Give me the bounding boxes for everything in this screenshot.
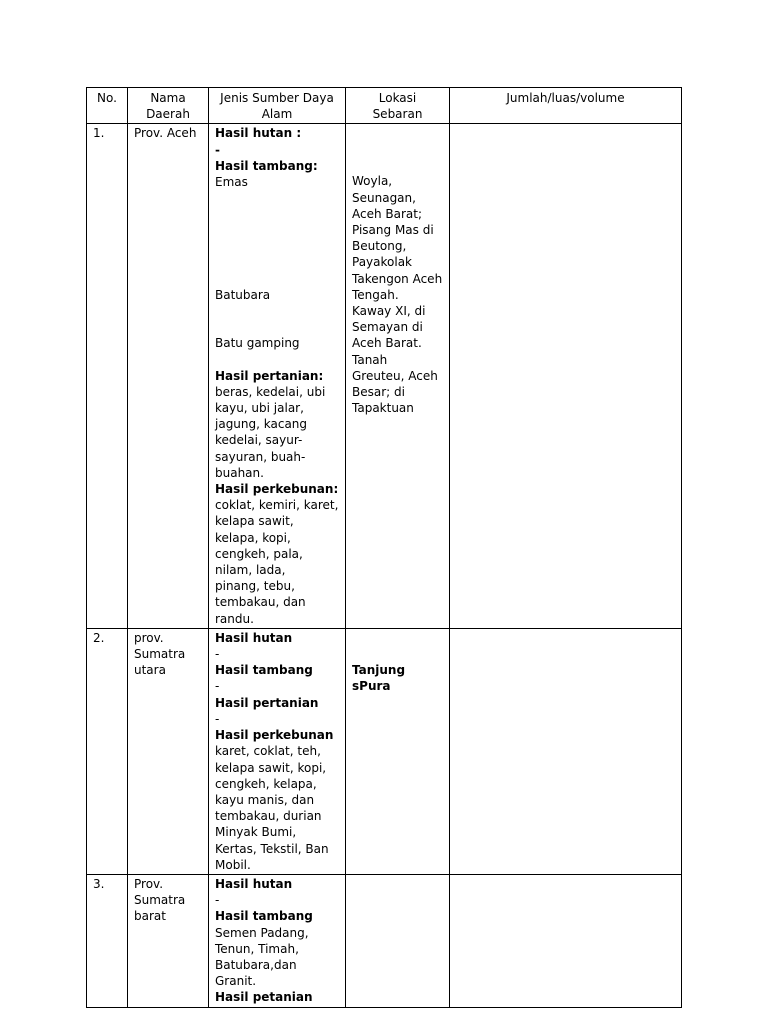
resource-category: Hasil hutan : [215, 126, 302, 141]
resource-item: Batubara [215, 288, 271, 303]
location-cell [346, 874, 450, 1007]
row-number: 3. [87, 874, 128, 1007]
resource-category: Hasil petanian [215, 990, 313, 1005]
header-jumlah-luas-volume: Jumlah/luas/volume [450, 88, 682, 124]
resource-item: - [215, 711, 220, 726]
resource-item: karet, coklat, teh, kelapa sawit, kopi, cengkeh, kelapa, kayu manis, dan tembakau, durian [215, 744, 327, 824]
resource-item: coklat, kemiri, karet, kelapa sawit, kelapa, kopi, cengkeh, pala, nilam, lada, [215, 498, 339, 578]
table-row [87, 124, 682, 628]
resource-category: Hasil tambang [215, 909, 313, 924]
row-number: 1. [87, 124, 128, 628]
resource-item: Batu gamping [215, 336, 300, 351]
table-row [87, 628, 682, 874]
region-name: prov. Sumatra utara [128, 628, 209, 874]
location-item: Woyla, Seunagan, Aceh Barat; Pisang Mas di Beutong, Payakolak Takengon Aceh Tengah. [352, 174, 443, 302]
location-item: Tanah Greuteu, Aceh Besar; di Tapaktuan [352, 352, 438, 416]
header-row [87, 88, 682, 124]
resource-item: Minyak Bumi, Kertas, Tekstil, Ban Mobil. [215, 825, 329, 872]
resource-category: Hasil hutan [215, 630, 293, 645]
resource-item: - [215, 142, 220, 157]
location-item: Tanjung sPura [352, 662, 406, 694]
region-name: Prov. Sumatra barat [128, 874, 209, 1007]
table-row [87, 874, 682, 1007]
header-no: No. [87, 88, 128, 124]
resource-item: - [215, 893, 220, 908]
row-number: 2. [87, 628, 128, 874]
resource-cell [209, 124, 346, 628]
resource-item: - [215, 647, 220, 662]
amount-cell [450, 628, 682, 874]
resource-category: Hasil perkebunan [215, 728, 334, 743]
amount-cell [450, 124, 682, 628]
resource-item: Emas [215, 175, 248, 190]
header-nama-daerah: Nama Daerah [128, 88, 209, 124]
resource-item: Semen Padang, Tenun, Timah, Batubara,dan Granit. [215, 925, 309, 989]
resource-category: Hasil perkebunan: [215, 482, 339, 497]
resource-item: pinang, tebu, tembakau, dan randu. [215, 579, 306, 626]
resource-category: Hasil pertanian: [215, 368, 324, 383]
resource-category: Hasil tambang [215, 663, 313, 678]
amount-cell [450, 874, 682, 1007]
location-cell [346, 124, 450, 628]
resource-table [86, 87, 682, 1008]
resource-category: Hasil tambang: [215, 158, 318, 173]
resource-category: Hasil hutan [215, 876, 293, 891]
resource-cell [209, 874, 346, 1007]
resource-item: beras, kedelai, ubi kayu, ubi jalar, jagung, kacang kedelai, sayur-sayuran, buah-buahan. [215, 384, 326, 480]
header-jenis-sumber-daya-alam: Jenis Sumber Daya Alam [209, 88, 346, 124]
resource-category: Hasil pertanian [215, 695, 319, 710]
header-lokasi-sebaran: Lokasi Sebaran [346, 88, 450, 124]
resource-item: - [215, 679, 220, 694]
location-cell [346, 628, 450, 874]
resource-cell [209, 628, 346, 874]
location-item: Kaway XI, di Semayan di Aceh Barat. [352, 304, 426, 351]
region-name: Prov. Aceh [128, 124, 209, 628]
